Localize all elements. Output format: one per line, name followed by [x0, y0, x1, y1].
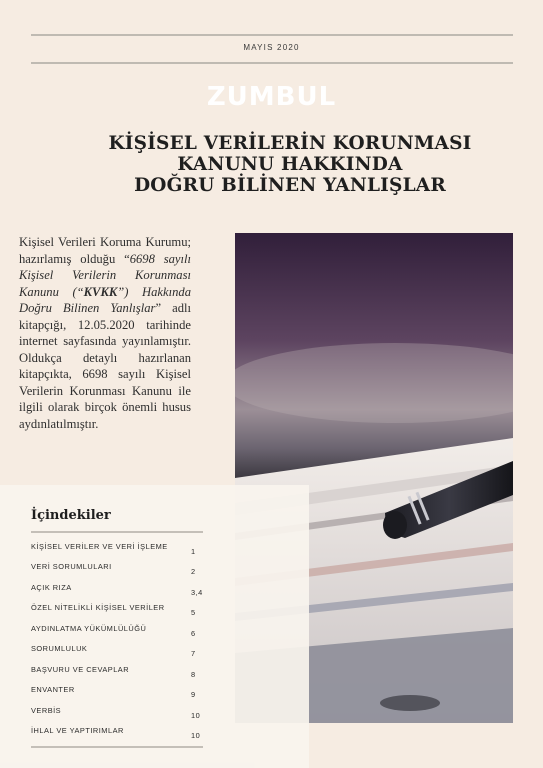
- intro-text-5: ” adlı kitapçığı, 12.05.2020 tarihinde internet sayfasında yayınlamıştır. Oldukça detaylı hazırlanan kitapçıkta, 6698 sayılı Kişisel Verilerin Korunması Kanunu ile ilgili olarak birçok önemli husus aydınlatılmıştır.: [19, 301, 192, 431]
- page-title: [70, 133, 510, 196]
- title-line-3: DOĞRU BİLİNEN YANLIŞLAR: [134, 175, 446, 196]
- title-line-2: KANUNU HAKKINDA: [177, 154, 403, 175]
- toc-item-label: AÇIK RIZA: [31, 583, 72, 592]
- toc-item-label: ENVANTER: [31, 685, 75, 694]
- toc-top-rule: [31, 531, 203, 533]
- toc-item-page: 1: [191, 547, 196, 556]
- toc-item-page: 3,4: [191, 588, 203, 597]
- intro-text-4: ”) Hakkında Doğru Bilinen Yanlışlar: [19, 284, 191, 315]
- issue-date: MAYIS 2020: [243, 43, 300, 52]
- toc-item[interactable]: [31, 685, 206, 705]
- toc-item-label: VERİ SORUMLULARI: [31, 562, 112, 571]
- toc-item-label: BAŞVURU VE CEVAPLAR: [31, 665, 130, 674]
- toc-item[interactable]: [31, 603, 206, 623]
- toc-item[interactable]: [31, 542, 206, 562]
- intro-paragraph: [19, 234, 191, 432]
- top-rule: [31, 34, 513, 36]
- toc-item-label: ÖZEL NİTELİKLİ KİŞİSEL VERİLER: [31, 603, 165, 612]
- toc-item-label: VERBİS: [31, 706, 62, 715]
- toc-title: İçindekiler: [31, 508, 111, 523]
- toc-item-page: 10: [191, 711, 201, 720]
- intro-text-1: Kişisel Verileri Koruma Kurumu; hazırlamış olduğu “: [19, 235, 191, 266]
- toc-item-page: 9: [191, 690, 196, 699]
- toc-item[interactable]: [31, 583, 206, 603]
- toc-item[interactable]: [31, 665, 206, 685]
- toc-item-page: 2: [191, 567, 196, 576]
- title-line-1: KİŞİSEL VERİLERİN KORUNMASI: [108, 133, 472, 154]
- toc-item[interactable]: [31, 726, 206, 746]
- toc-item-label: SORUMLULUK: [31, 644, 88, 653]
- toc-item[interactable]: [31, 624, 206, 644]
- intro-kvkk: KVKK: [83, 284, 118, 299]
- toc-bottom-rule: [31, 746, 203, 748]
- toc-item-page: 7: [191, 649, 196, 658]
- header-rule: [31, 62, 513, 64]
- toc-item-page: 8: [191, 670, 196, 679]
- brand-logo: ZUMBUL: [206, 82, 337, 112]
- toc-item-label: KİŞİSEL VERİLER VE VERİ İŞLEME: [31, 542, 168, 551]
- toc-item-page: 5: [191, 608, 196, 617]
- toc-item[interactable]: [31, 706, 206, 726]
- intro-text-2: 6698 sayılı Kişisel Verilerin Korunması Kanunu (“: [19, 251, 192, 299]
- toc-item-page: 6: [191, 629, 196, 638]
- toc-item[interactable]: [31, 644, 206, 664]
- toc-item-label: AYDINLATMA YÜKÜMLÜLÜĞÜ: [31, 624, 147, 633]
- toc-item[interactable]: [31, 562, 206, 582]
- toc-item-label: İHLAL VE YAPTIRIMLAR: [31, 726, 124, 735]
- toc-item-page: 10: [191, 731, 201, 740]
